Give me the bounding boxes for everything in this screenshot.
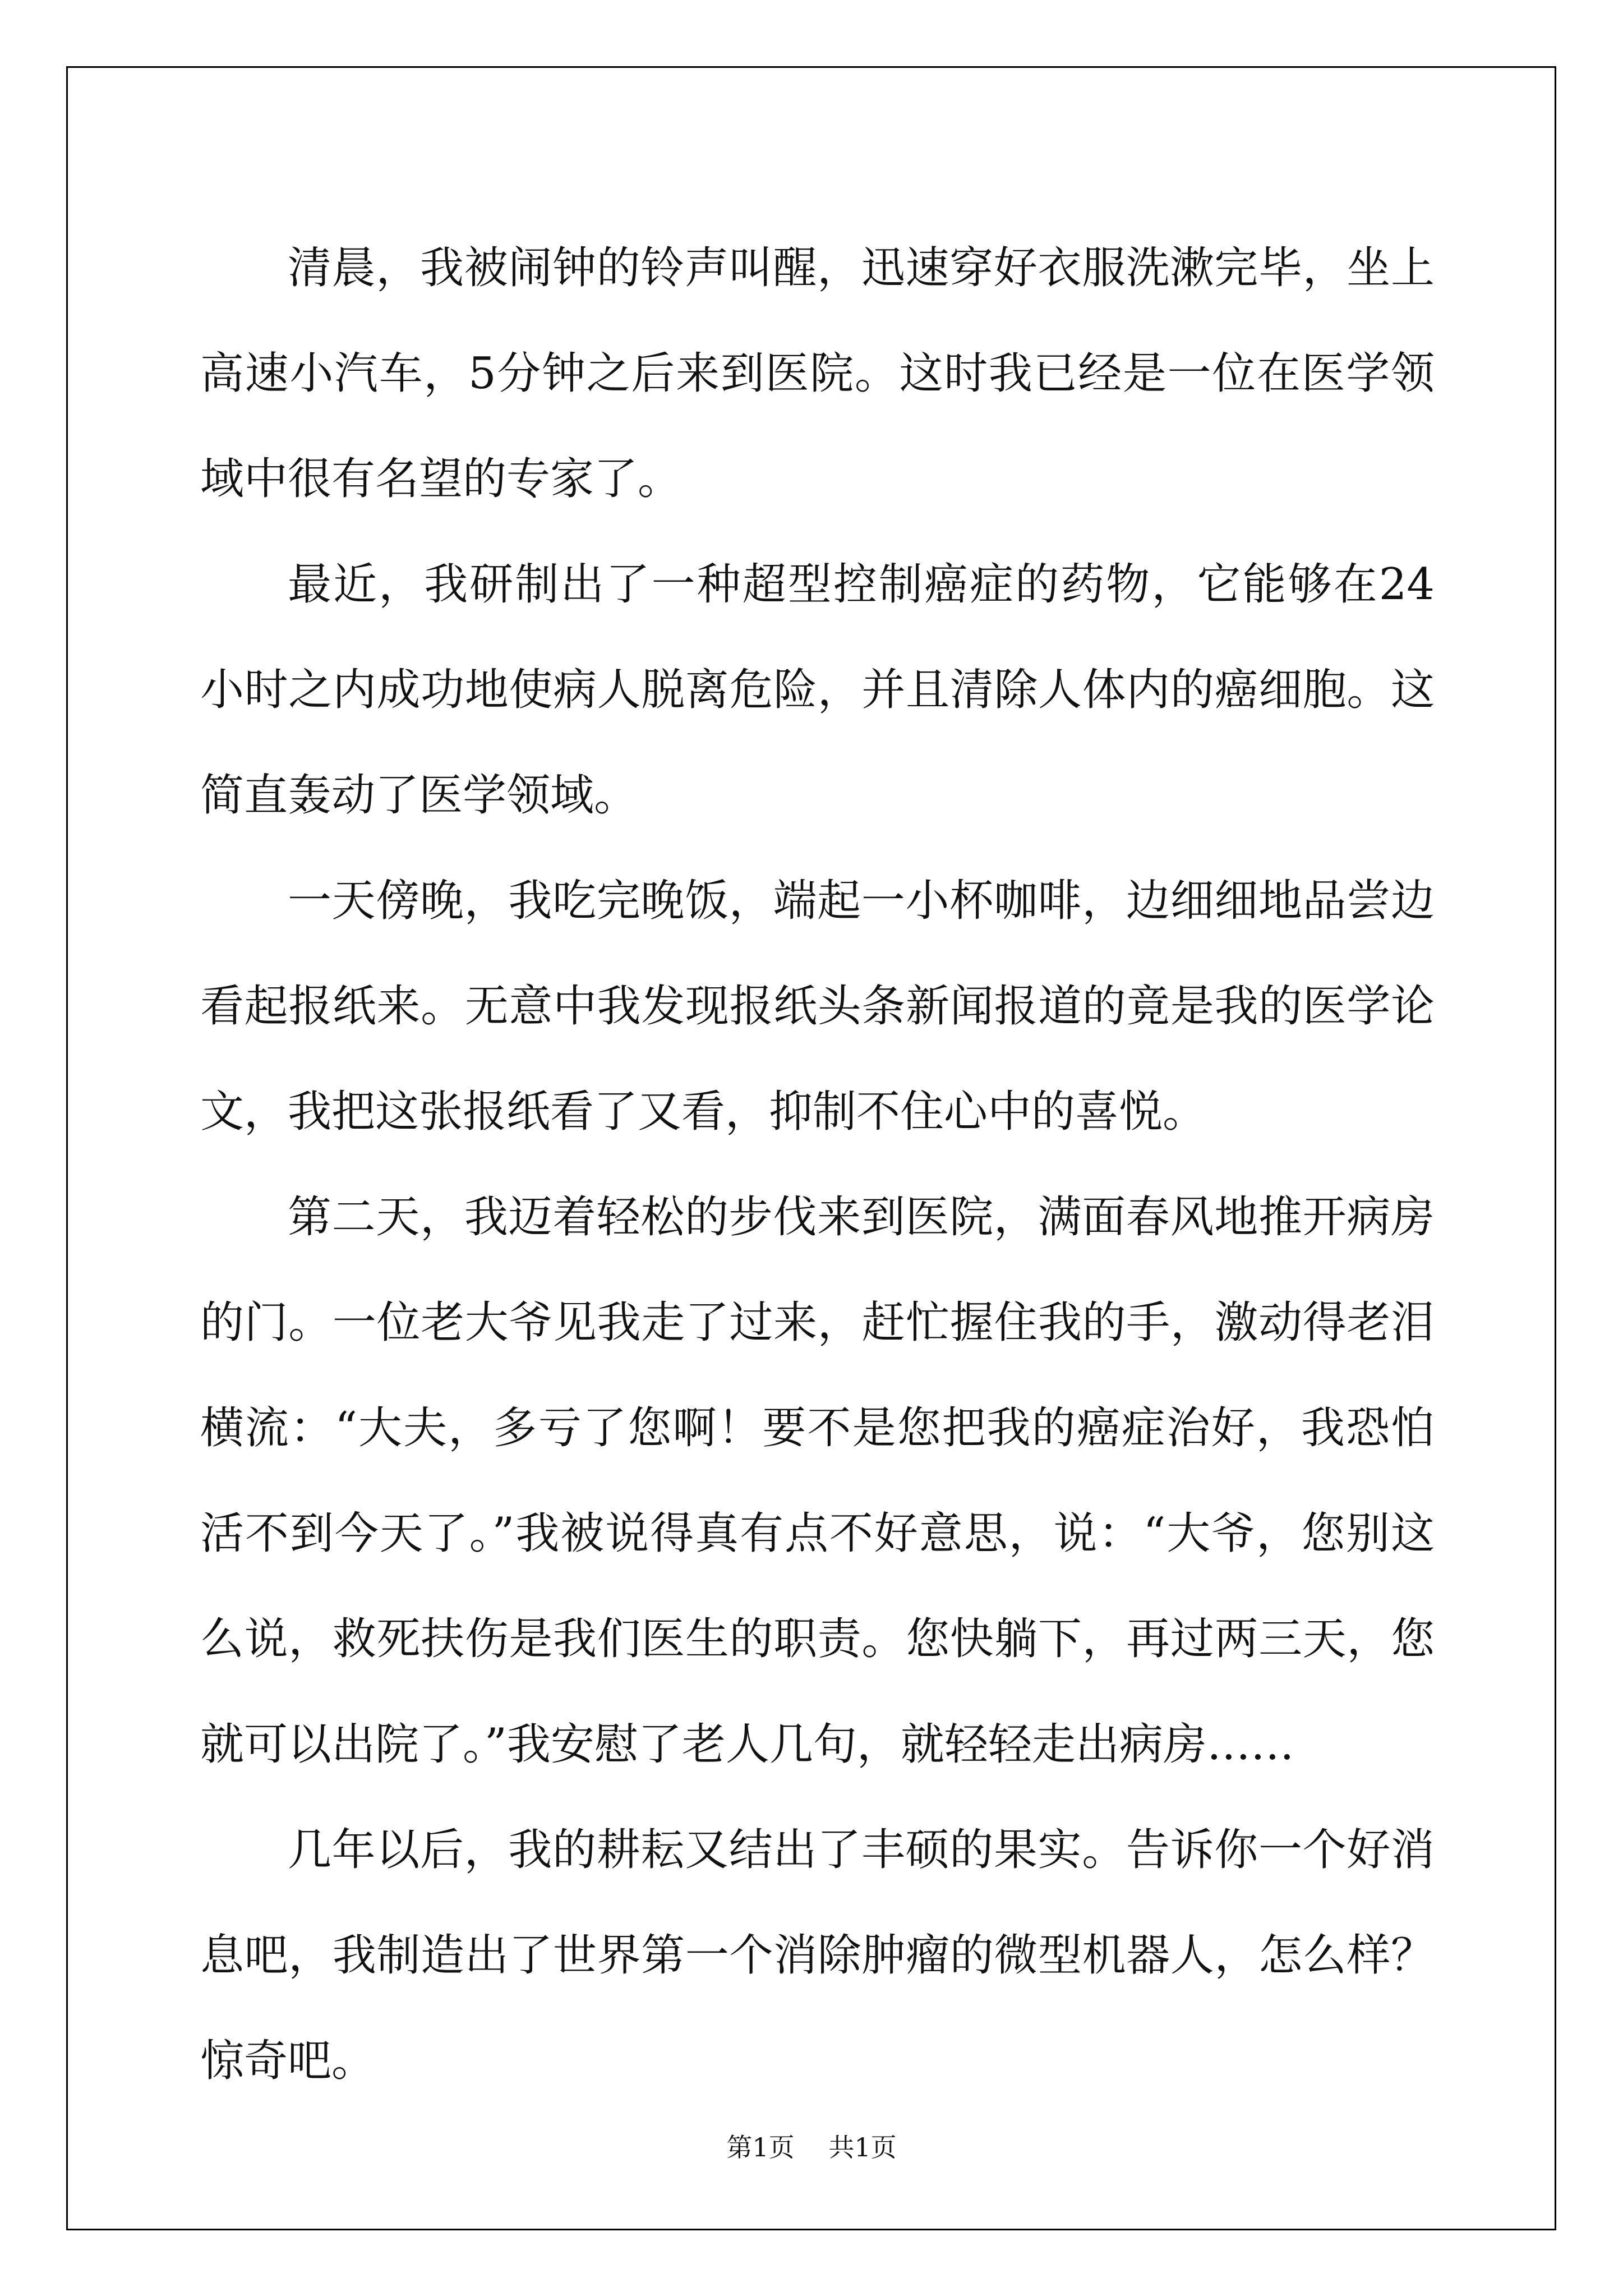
- paragraph-1: 清晨，我被闹钟的铃声叫醒，迅速穿好衣服洗漱完毕，坐上高速小汽车，5分钟之后来到医院。这时我已经是一位在医学领域中很有名望的专家了。: [200, 243, 1435, 504]
- paragraph-4: 第二天，我迈着轻松的步伐来到医院，满面春风地推开病房的门。一位老大爷见我走了过来，赶忙握住我的手，激动得老泪横流：“大夫，多亏了您啊！要不是您把我的癌症治好，我恐怕活不到今天了。”我被说得真有点不好意思，说：“大爷，您别这么说，救死扶伤是我们医生的职责。您快躺下，再过两三天，您就可以出院了。”我安慰了老人几句，就轻轻走出病房……: [200, 1192, 1435, 1770]
- page-total: 共1页: [828, 2132, 897, 2162]
- page-footer: [0, 2131, 1623, 2164]
- page-number: 第1页: [726, 2132, 795, 2162]
- paragraph-5: 几年以后，我的耕耘又结出了丰硕的果实。告诉你一个好消息吧，我制造出了世界第一个消除肿瘤的微型机器人，怎么样？惊奇吧。: [200, 1825, 1435, 2086]
- paragraph-2: 最近，我研制出了一种超型控制癌症的药物，它能够在24小时之内成功地使病人脱离危险，并且清除人体内的癌细胞。这简直轰动了医学领域。: [200, 559, 1435, 821]
- paragraph-3: 一天傍晚，我吃完晚饭，端起一小杯咖啡，边细细地品尝边看起报纸来。无意中我发现报纸头条新闻报道的竟是我的医学论文，我把这张报纸看了又看，抑制不住心中的喜悦。: [200, 876, 1435, 1137]
- document-body: [200, 215, 1435, 2114]
